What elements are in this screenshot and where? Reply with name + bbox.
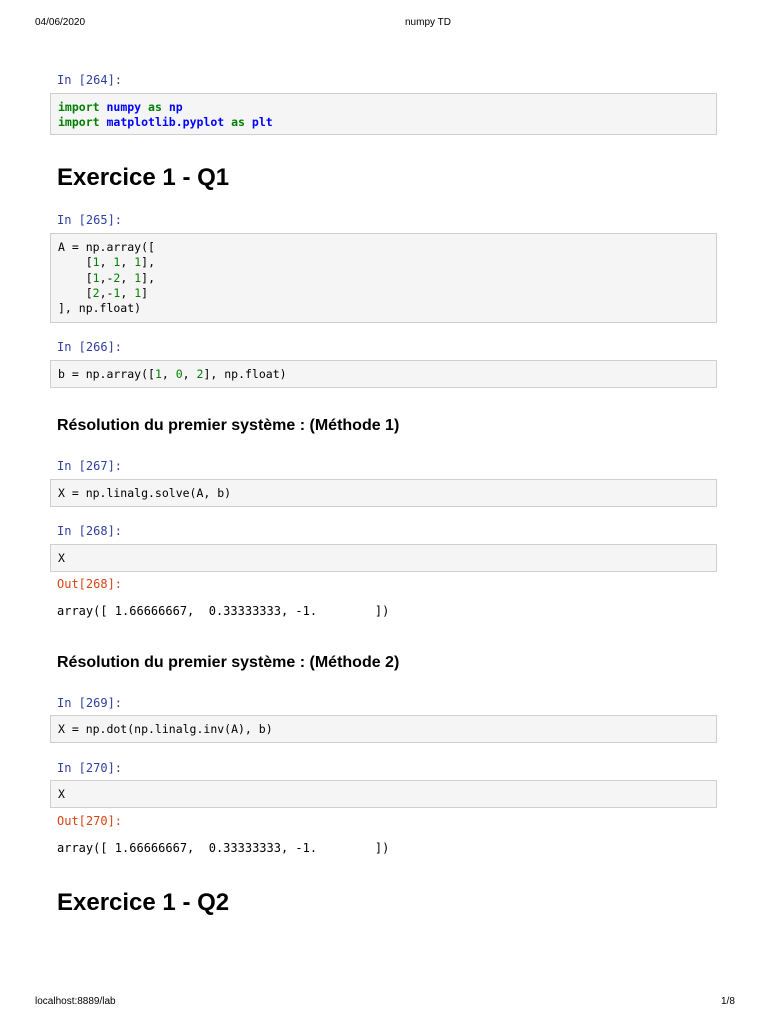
code-cell[interactable]	[50, 544, 717, 572]
print-date: 04/06/2020	[35, 17, 86, 28]
number-literal: 1	[134, 270, 142, 285]
in-prompt: In [267]:	[57, 459, 123, 473]
code-input[interactable]	[58, 100, 273, 131]
module-name: numpy	[106, 100, 142, 114]
code-token: ,	[161, 367, 176, 381]
code-cell[interactable]	[50, 93, 717, 135]
code-token: ,	[120, 255, 135, 270]
in-prompt: In [265]:	[57, 213, 123, 227]
code-cell[interactable]	[50, 715, 717, 743]
code-cell[interactable]	[50, 360, 717, 388]
print-url: localhost:8889/lab	[35, 996, 116, 1007]
code-line: A = np.array([	[58, 240, 155, 254]
number-literal: 2	[196, 367, 204, 381]
out-prompt: Out[270]:	[57, 814, 123, 828]
in-prompt: In [269]:	[57, 696, 123, 710]
number-literal: 1	[134, 285, 142, 300]
code-cell[interactable]	[50, 479, 717, 507]
heading-exercice-1-q1: Exercice 1 - Q1	[57, 164, 230, 191]
code-token: [	[58, 285, 93, 300]
number-literal: 1	[154, 367, 162, 381]
out-prompt: Out[268]:	[57, 577, 123, 591]
in-prompt: In [268]:	[57, 524, 123, 538]
number-literal: 1	[113, 285, 121, 300]
code-token: ],	[141, 270, 156, 285]
keyword: import	[58, 100, 100, 114]
code-cell[interactable]	[50, 780, 717, 808]
code-token: ,	[99, 255, 114, 270]
number-literal: 2	[92, 285, 100, 300]
code-input[interactable]: X	[58, 787, 65, 801]
page-number: 1/8	[721, 996, 735, 1007]
code-token: [	[58, 255, 93, 270]
number-literal: 1	[92, 255, 100, 270]
number-literal: 1	[134, 255, 142, 270]
code-token: ,	[120, 285, 135, 300]
code-input[interactable]: X = np.dot(np.linalg.inv(A), b)	[58, 722, 273, 736]
heading-exercice-1-q2: Exercice 1 - Q2	[57, 889, 230, 916]
code-token: ,	[120, 270, 135, 285]
code-token: ,-	[99, 270, 114, 285]
number-literal: 1	[92, 270, 100, 285]
code-token: [	[58, 270, 93, 285]
heading-methode-1: Résolution du premier système : (Méthode 1)	[57, 417, 400, 434]
cell-output: array([ 1.66666667, 0.33333333, -1. ])	[57, 604, 390, 618]
code-token: b = np.array([	[58, 367, 155, 381]
in-prompt: In [264]:	[57, 73, 123, 87]
module-alias: plt	[251, 115, 273, 130]
number-literal: 0	[175, 367, 183, 381]
in-prompt: In [266]:	[57, 340, 123, 354]
keyword: import	[58, 115, 100, 130]
print-title: numpy TD	[405, 17, 451, 28]
cell-output: array([ 1.66666667, 0.33333333, -1. ])	[57, 841, 390, 855]
heading-methode-2: Résolution du premier système : (Méthode 2)	[57, 654, 400, 671]
code-line: ], np.float)	[58, 301, 142, 316]
code-cell[interactable]	[50, 233, 717, 323]
code-input[interactable]: X	[58, 551, 65, 565]
code-token: ]	[141, 285, 149, 300]
number-literal: 2	[113, 270, 121, 285]
in-prompt: In [270]:	[57, 761, 123, 775]
code-token: ,-	[99, 285, 114, 300]
number-literal: 1	[113, 255, 121, 270]
code-input[interactable]: X = np.linalg.solve(A, b)	[58, 486, 232, 500]
keyword: as	[148, 100, 162, 114]
code-token: ], np.float)	[203, 367, 287, 381]
module-alias: np	[168, 100, 183, 114]
keyword: as	[231, 115, 245, 130]
code-token: ],	[141, 255, 156, 270]
code-input[interactable]	[58, 367, 287, 382]
module-name: matplotlib.pyplot	[106, 115, 225, 130]
code-token: ,	[182, 367, 197, 381]
code-input[interactable]	[58, 240, 155, 316]
